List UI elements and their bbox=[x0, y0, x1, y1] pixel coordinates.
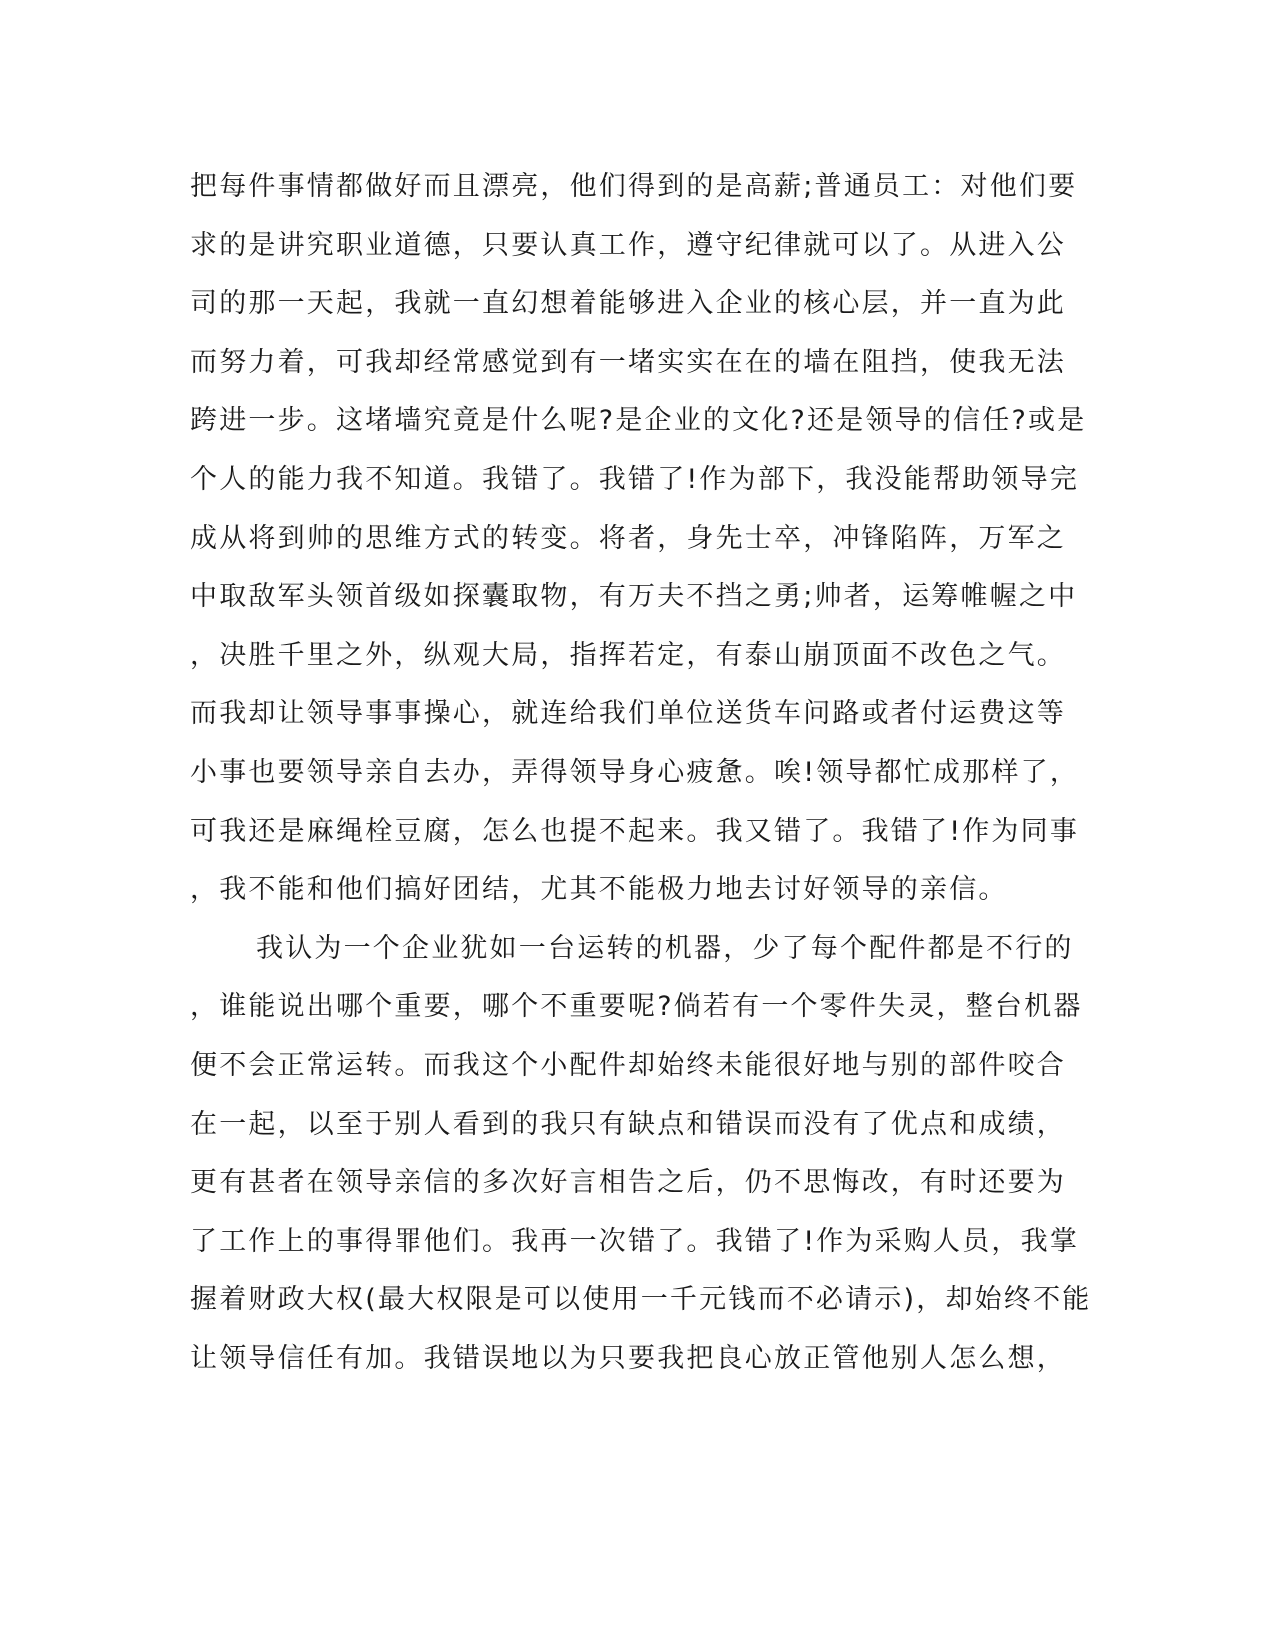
text-line: 司的那一天起，我就一直幻想着能够进入企业的核心层，并一直为此 bbox=[190, 288, 1066, 320]
text-line: ，我不能和他们搞好团结，尤其不能极力地去讨好领导的亲信。 bbox=[190, 874, 1008, 906]
text-line: 让领导信任有加。我错误地以为只要我把良心放正管他别人怎么想， bbox=[190, 1342, 1066, 1374]
text-line: 求的是讲究职业道德，只要认真工作，遵守纪律就可以了。从进入公 bbox=[190, 229, 1066, 261]
text-line: 可我还是麻绳栓豆腐，怎么也提不起来。我又错了。我错了!作为同事 bbox=[190, 815, 1080, 847]
text-line: 便不会正常运转。而我这个小配件却始终未能很好地与别的部件咬合 bbox=[190, 1049, 1066, 1081]
text-line: 成从将到帅的思维方式的转变。将者，身先士卒，冲锋陷阵，万军之 bbox=[190, 522, 1066, 554]
body-text bbox=[190, 158, 1090, 1388]
text-line: 更有甚者在领导亲信的多次好言相告之后，仍不思悔改，有时还要为 bbox=[190, 1167, 1066, 1199]
text-line: 握着财政大权(最大权限是可以使用一千元钱而不必请示)，却始终不能 bbox=[190, 1284, 1092, 1316]
text-line: 而我却让领导事事操心，就连给我们单位送货车问路或者付运费这等 bbox=[190, 698, 1066, 730]
text-line: 中取敌军头领首级如探囊取物，有万夫不挡之勇;帅者，运筹帷幄之中 bbox=[190, 581, 1078, 613]
text-line: 跨进一步。这堵墙究竟是什么呢?是企业的文化?还是领导的信任?或是 bbox=[190, 405, 1087, 437]
text-line: 个人的能力我不知道。我错了。我错了!作为部下，我没能帮助领导完 bbox=[190, 463, 1080, 495]
text-line: 小事也要领导亲自去办，弄得领导身心疲惫。唉!领导都忙成那样了， bbox=[190, 756, 1080, 788]
text-line: 在一起，以至于别人看到的我只有缺点和错误而没有了优点和成绩， bbox=[190, 1108, 1066, 1140]
paragraph-start-line: 我认为一个企业犹如一台运转的机器，少了每个配件都是不行的 bbox=[256, 932, 1074, 964]
text-line: ，谁能说出哪个重要，哪个不重要呢?倘若有一个零件失灵，整台机器 bbox=[190, 991, 1083, 1023]
text-line: 了工作上的事得罪他们。我再一次错了。我错了!作为采购人员，我掌 bbox=[190, 1225, 1080, 1257]
text-line: 把每件事情都做好而且漂亮，他们得到的是高薪;普通员工：对他们要 bbox=[190, 171, 1078, 202]
text-line: ，决胜千里之外，纵观大局，指挥若定，有泰山崩顶面不改色之气。 bbox=[190, 639, 1066, 671]
text-line: 而努力着，可我却经常感觉到有一堵实实在在的墙在阻挡，使我无法 bbox=[190, 346, 1066, 378]
